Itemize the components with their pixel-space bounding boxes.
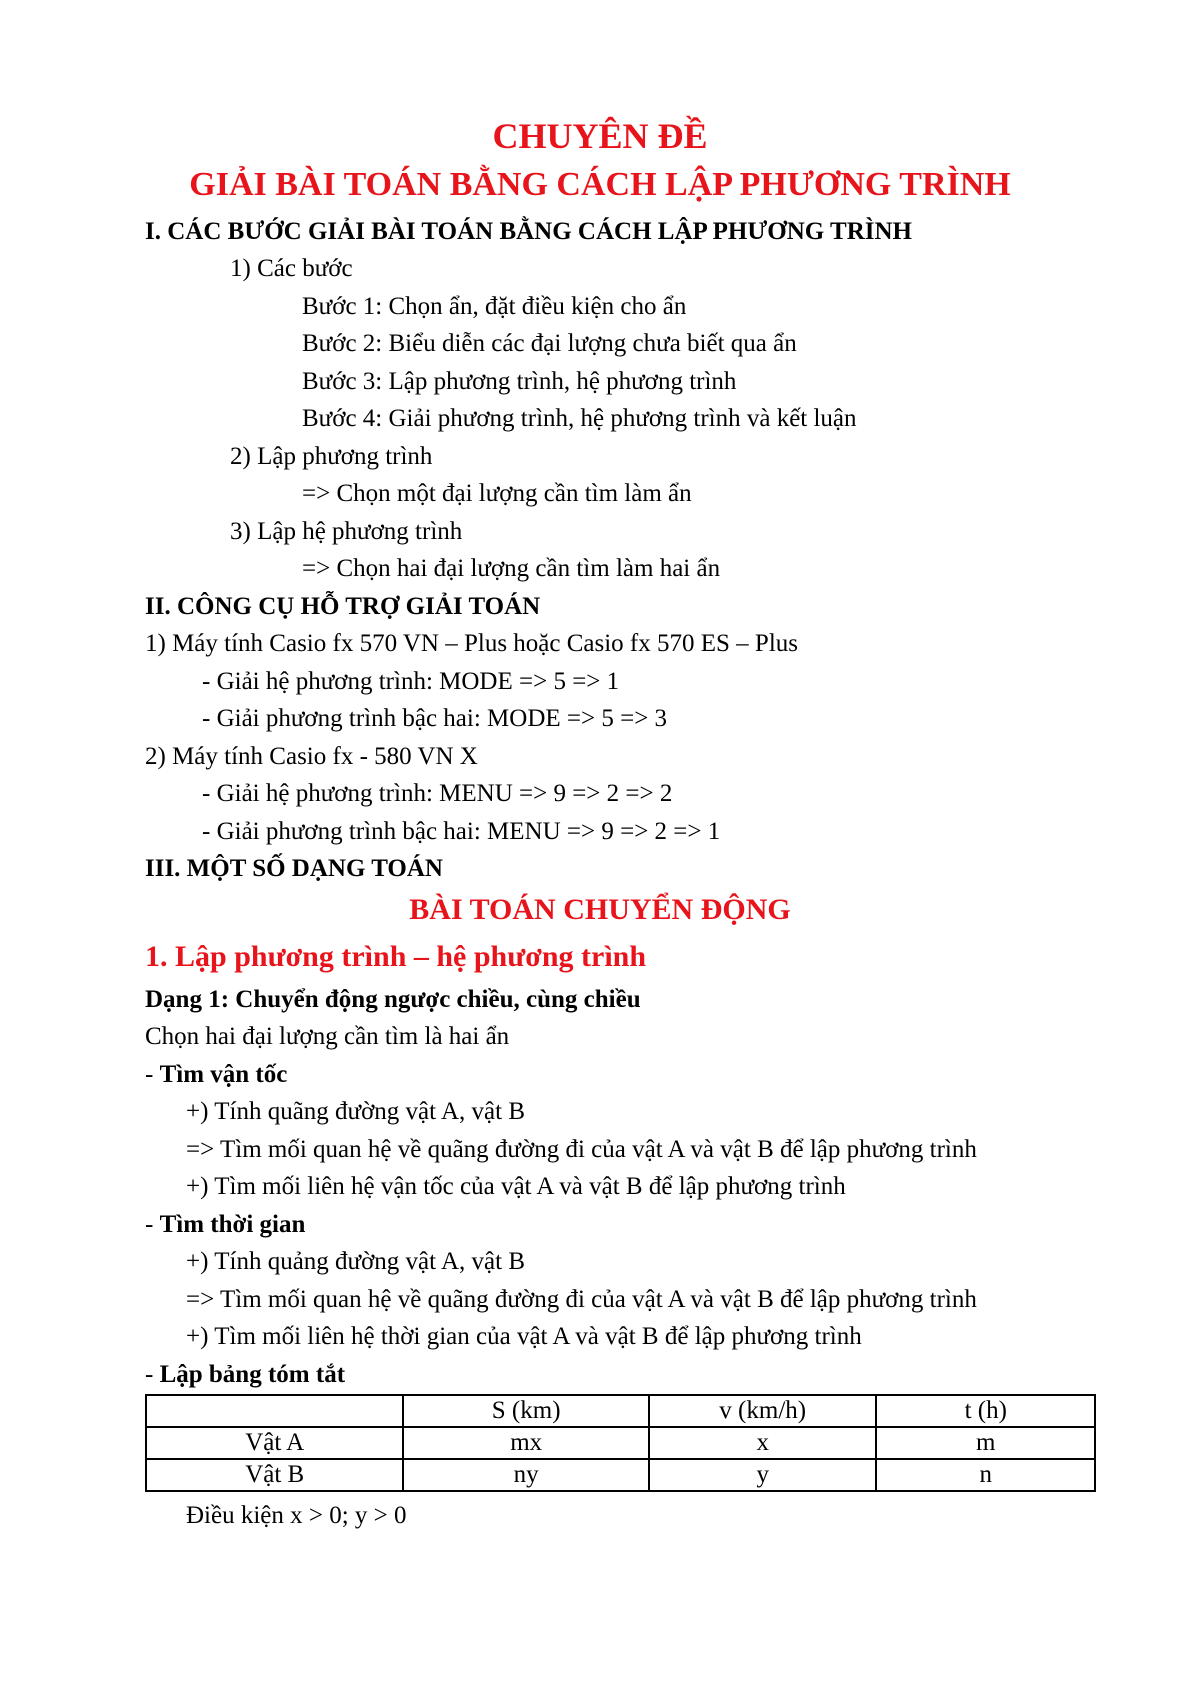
table-cell: mx (403, 1427, 648, 1459)
choose-unknowns: Chọn hai đại lượng cần tìm là hai ẩn (145, 1023, 510, 1050)
table-cell: y (649, 1459, 877, 1491)
calculator-1: 1) Máy tính Casio fx 570 VN – Plus hoặc Casio fx 570 ES – Plus (145, 630, 799, 657)
calculator-2-quadratic: - Giải phương trình bậc hai: MENU => 9 => 2 => 1 (202, 818, 721, 845)
table-header-cell: t (h) (876, 1395, 1095, 1427)
title-line-1: CHUYÊN ĐỀ (492, 116, 708, 156)
find-speed-item (145, 1059, 287, 1091)
section-1-item-2: 2) Lập phương trình (230, 443, 433, 470)
find-time-label: Tìm thời gian (159, 1211, 306, 1238)
table-cell: ny (403, 1459, 648, 1491)
table-cell: Vật B (146, 1459, 403, 1491)
section-1-item-2-note: => Chọn một đại lượng cần tìm làm ẩn (302, 480, 692, 507)
section-1-item-1: 1) Các bước (230, 255, 353, 282)
find-speed-dash: - (145, 1061, 160, 1088)
step-4: Bước 4: Giải phương trình, hệ phương trình và kết luận (302, 405, 857, 432)
find-time-line-2: => Tìm mối quan hệ về quãng đường đi của vật A và vật B để lập phương trình (186, 1286, 977, 1313)
step-2: Bước 2: Biểu diễn các đại lượng chưa biết qua ẩn (302, 330, 797, 357)
find-speed-line-3: +) Tìm mối liên hệ vận tốc của vật A và vật B để lập phương trình (186, 1173, 846, 1200)
table-cell: n (876, 1459, 1095, 1491)
table-header-cell: v (km/h) (649, 1395, 877, 1427)
calculator-2: 2) Máy tính Casio fx - 580 VN X (145, 743, 478, 770)
section-1-item-3: 3) Lập hệ phương trình (230, 518, 463, 545)
table-row (146, 1459, 1095, 1491)
title-line-2: GIẢI BÀI TOÁN BẰNG CÁCH LẬP PHƯƠNG TRÌNH (189, 166, 1011, 203)
subsection-title: 1. Lập phương trình – hệ phương trình (145, 940, 647, 973)
find-speed-label: Tìm vận tốc (159, 1061, 288, 1088)
calculator-1-system: - Giải hệ phương trình: MODE => 5 => 1 (202, 668, 620, 695)
section-2-heading: II. CÔNG CỤ HỖ TRỢ GIẢI TOÁN (145, 593, 541, 620)
calculator-1-quadratic: - Giải phương trình bậc hai: MODE => 5 => 3 (202, 705, 668, 732)
summary-table-dash: - (145, 1361, 160, 1388)
condition-text: Điều kiện x > 0; y > 0 (186, 1502, 407, 1529)
step-3: Bước 3: Lập phương trình, hệ phương trình (302, 368, 737, 395)
section-1-heading: I. CÁC BƯỚC GIẢI BÀI TOÁN BẰNG CÁCH LẬP PHƯƠNG TRÌNH (145, 218, 912, 245)
summary-table-item (145, 1359, 345, 1391)
form-1-heading: Dạng 1: Chuyển động ngược chiều, cùng chiều (145, 986, 641, 1013)
table-cell: x (649, 1427, 877, 1459)
table-header-cell (146, 1395, 403, 1427)
table-cell: Vật A (146, 1427, 403, 1459)
section-1-item-3-note: => Chọn hai đại lượng cần tìm làm hai ẩn (302, 555, 721, 582)
find-time-dash: - (145, 1211, 160, 1238)
table-header-cell: S (km) (403, 1395, 648, 1427)
table-header-row (146, 1395, 1095, 1427)
find-speed-line-1: +) Tính quãng đường vật A, vật B (186, 1098, 525, 1125)
topic-title: BÀI TOÁN CHUYỂN ĐỘNG (409, 893, 791, 926)
find-time-line-1: +) Tính quảng đường vật A, vật B (186, 1248, 525, 1275)
calculator-2-system: - Giải hệ phương trình: MENU => 9 => 2 => 2 (202, 780, 673, 807)
section-3-heading: III. MỘT SỐ DẠNG TOÁN (145, 855, 443, 882)
summary-table (145, 1394, 1096, 1492)
find-time-item (145, 1209, 305, 1241)
step-1: Bước 1: Chọn ẩn, đặt điều kiện cho ẩn (302, 293, 687, 320)
table-row (146, 1427, 1095, 1459)
find-speed-line-2: => Tìm mối quan hệ về quãng đường đi của vật A và vật B để lập phương trình (186, 1136, 977, 1163)
table-cell: m (876, 1427, 1095, 1459)
find-time-line-3: +) Tìm mối liên hệ thời gian của vật A và vật B để lập phương trình (186, 1323, 862, 1350)
summary-table-label: Lập bảng tóm tắt (159, 1361, 346, 1388)
